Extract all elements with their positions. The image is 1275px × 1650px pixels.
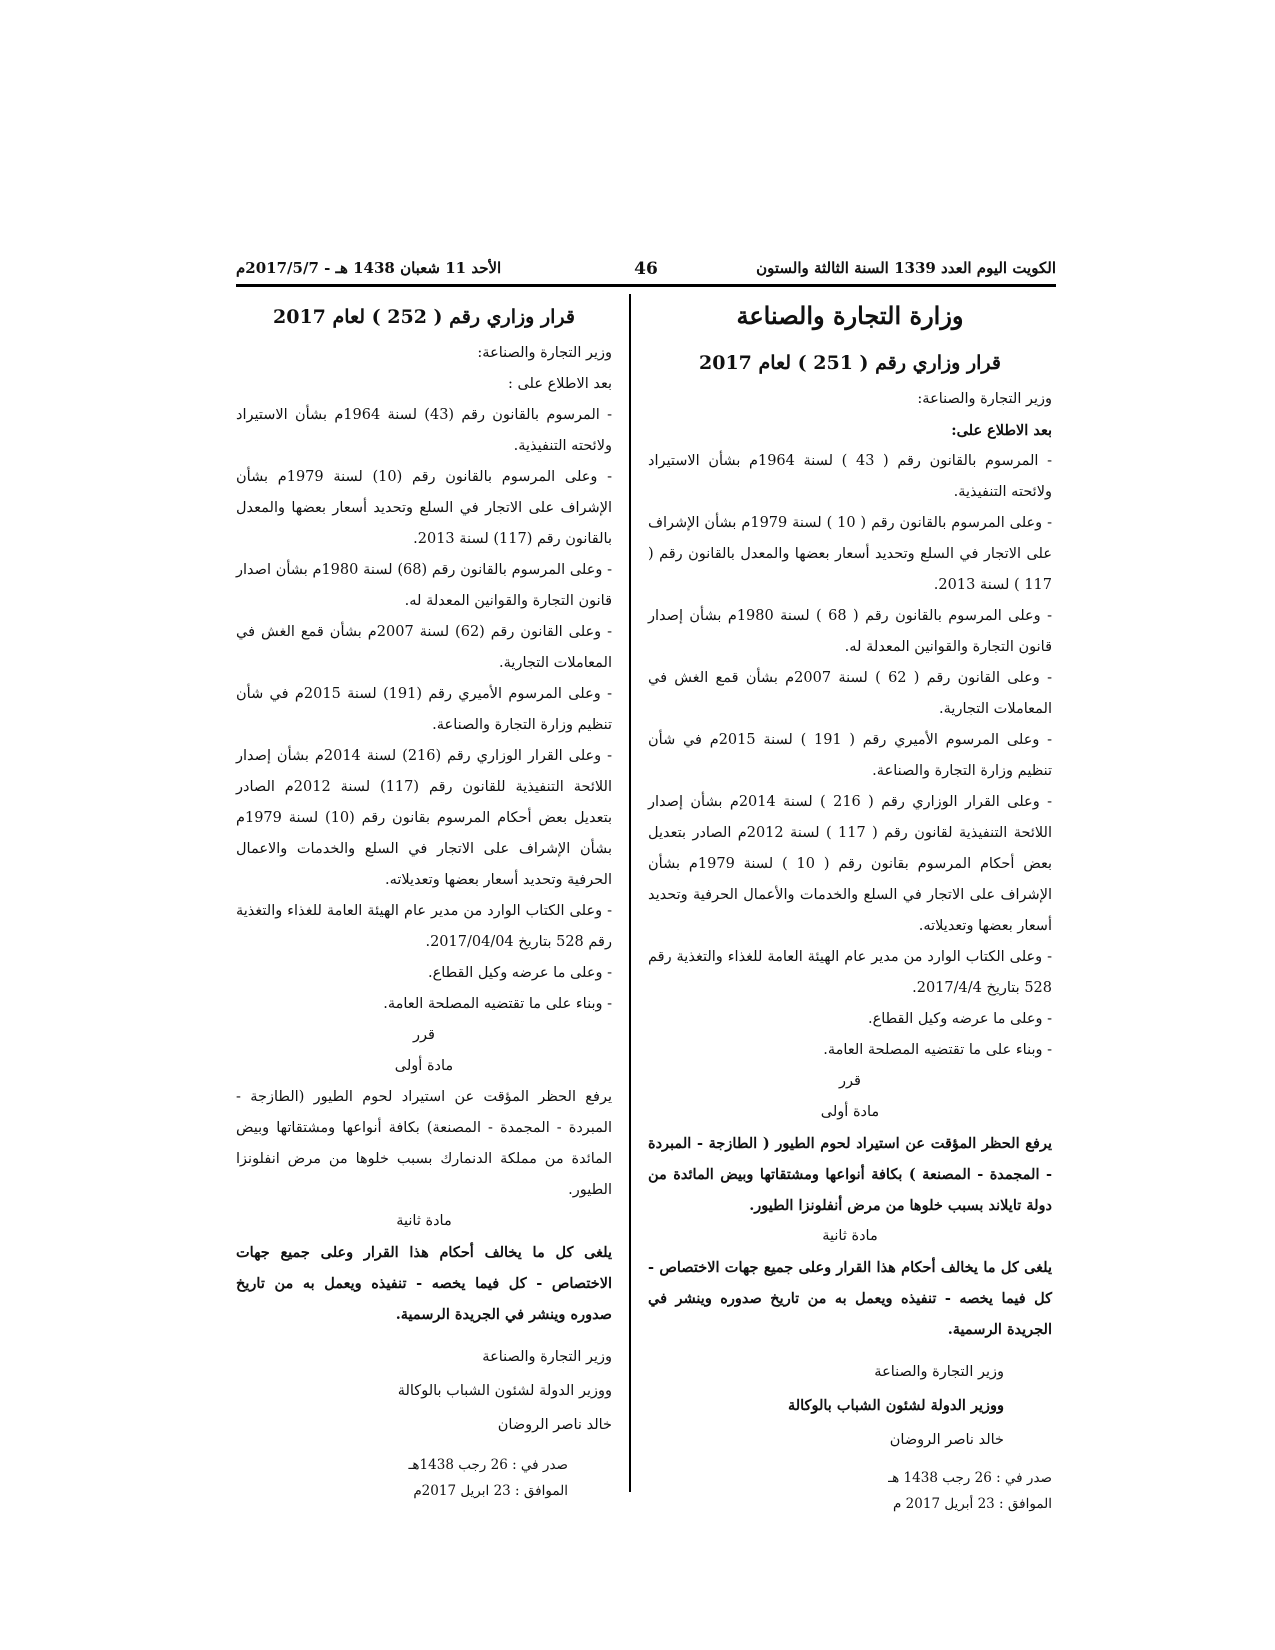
signature-block: [648, 1355, 1052, 1457]
clause: - وبناء على ما تقتضيه المصلحة العامة.: [383, 996, 612, 1012]
issued-hijri: صدر في : 26 رجب 1438 هـ: [888, 1470, 1052, 1486]
clause: - وعلى الكتاب الوارد من مدير عام الهيئة العامة للغذاء والتغذية رقم 528 بتاريخ 2017/4/4.: [648, 949, 1052, 996]
after-review: بعد الاطلاع على :: [507, 376, 612, 392]
clause: - وعلى المرسوم الأميري رقم (191) لسنة 2015م في شأن تنظيم وزارة التجارة والصناعة.: [236, 686, 612, 733]
header-rule: [236, 284, 1056, 287]
header-date: الأحد 11 شعبان 1438 هـ - 2017/5/7م: [236, 259, 502, 277]
ministry-title: وزارة التجارة والصناعة: [736, 301, 964, 330]
signer-acting-title: ووزير الدولة لشئون الشباب بالوكالة: [787, 1397, 1004, 1414]
signer-title: وزير التجارة والصناعة: [482, 1349, 612, 1365]
minister-line: وزير التجارة والصناعة:: [917, 391, 1052, 407]
clause: - وعلى القانون رقم ( 62 ) لسنة 2007م بشأن قمع الغش في المعاملات التجارية.: [648, 670, 1052, 717]
decree-251-title: قرار وزاري رقم ( 251 ) لعام 2017: [699, 352, 1001, 374]
signer-name: خالد ناصر الروضان: [497, 1417, 612, 1433]
signer-name: خالد ناصر الروضان: [889, 1432, 1004, 1448]
clause: - وعلى القرار الوزاري رقم (216) لسنة 2014م بشأن إصدار اللائحة التنفيذية للقانون رقم (117) لسنة 2012م الصادر بتعديل بعض أحكام المرسوم بقانون رقم (10) لسنة 1979م بشأن الإشراف على الاتجار في السلع والخدمات والاعمال الحرفية وتحديد أسعار بعضها وتعديلاته.: [236, 748, 612, 888]
clause: - وعلى ما عرضه وكيل القطاع.: [427, 965, 612, 981]
clause: - وعلى المرسوم بالقانون رقم ( 68 ) لسنة 1980م بشأن إصدار قانون التجارة والقوانين المعدلة له.: [648, 608, 1052, 655]
article-2-title: مادة ثانية: [822, 1228, 878, 1244]
clause: - وعلى القانون رقم (62) لسنة 2007م بشأن قمع الغش في المعاملات التجارية.: [236, 624, 612, 671]
after-review: بعد الاطلاع على:: [951, 422, 1052, 439]
signature-block: [236, 1340, 612, 1442]
clause: - وعلى المرسوم الأميري رقم ( 191 ) لسنة 2015م في شأن تنظيم وزارة التجارة والصناعة.: [648, 732, 1052, 779]
page-number: 46: [634, 259, 658, 279]
clause: - المرسوم بالقانون رقم ( 43 ) لسنة 1964م بشأن الاستيراد ولائحته التنفيذية.: [648, 453, 1052, 500]
issue-date-block: [236, 1452, 612, 1504]
article-1-text: يرفع الحظر المؤقت عن استيراد لحوم الطيور ( الطازجة - المبردة - المجمدة - المصنعة ) بكافة أنواعها ومشتقاتها وبيض المائدة من دولة تايلاند بسبب خلوها من مرض أنفلونزا الطيور.: [648, 1135, 1052, 1214]
decree-252-title: قرار وزاري رقم ( 252 ) لعام 2017: [273, 306, 575, 328]
article-1-title: مادة أولى: [394, 1058, 454, 1074]
decree-251-column: [648, 296, 1052, 1517]
minister-line: وزير التجارة والصناعة:: [477, 345, 612, 361]
article-2-title: مادة ثانية: [396, 1213, 452, 1229]
clause: - وعلى الكتاب الوارد من مدير عام الهيئة العامة للغذاء والتغذية رقم 528 بتاريخ 2017/04/04.: [236, 903, 612, 950]
clause: - وعلى المرسوم بالقانون رقم (10) لسنة 1979م بشأن الإشراف على الاتجار في السلع وتحديد أسعار بعضها والمعدل بالقانون رقم (117) لسنة 2013.: [236, 469, 612, 547]
issued-gregorian: الموافق : 23 ابريل 2017م: [413, 1483, 568, 1499]
column-divider: [629, 294, 631, 1492]
issued-hijri: صدر في : 26 رجب 1438هـ: [408, 1457, 568, 1473]
issued-gregorian: الموافق : 23 أبريل 2017 م: [893, 1496, 1052, 1512]
signer-acting-title: ووزير الدولة لشئون الشباب بالوكالة: [397, 1383, 612, 1399]
article-1-title: مادة أولى: [820, 1104, 880, 1120]
clause: - وعلى ما عرضه وكيل القطاع.: [867, 1011, 1052, 1027]
article-2-text: يلغى كل ما يخالف أحكام هذا القرار وعلى جميع جهات الاختصاص - كل فيما يخصه - تنفيذه ويعمل به من تاريخ صدوره وينشر في الجريدة الرسمية.: [648, 1259, 1052, 1338]
signer-title: وزير التجارة والصناعة: [874, 1364, 1004, 1380]
clause: - وعلى المرسوم بالقانون رقم ( 10 ) لسنة 1979م بشأن الإشراف على الاتجار في السلع وتحديد أسعار بعضها والمعدل بالقانون رقم ( 117 ) لسنة 2013.: [648, 515, 1052, 593]
decided-heading: قرر: [839, 1073, 861, 1089]
clause: - وعلى المرسوم بالقانون رقم (68) لسنة 1980م بشأن اصدار قانون التجارة والقوانين المعدلة له.: [236, 562, 612, 609]
header-issue-info: الكويت اليوم العدد 1339 السنة الثالثة والستون: [756, 259, 1056, 277]
issue-date-block: [648, 1465, 1052, 1517]
article-2-text: يلغى كل ما يخالف أحكام هذا القرار وعلى جميع جهات الاختصاص - كل فيما يخصه - تنفيذه ويعمل به من تاريخ صدوره وينشر في الجريدة الرسمية.: [236, 1244, 612, 1323]
decided-heading: قرر: [413, 1027, 435, 1043]
clause: - المرسوم بالقانون رقم (43) لسنة 1964م بشأن الاستيراد ولائحته التنفيذية.: [236, 407, 612, 454]
page-header: [236, 255, 1056, 283]
decree-252-column: [236, 300, 612, 1504]
clause: - وبناء على ما تقتضيه المصلحة العامة.: [823, 1042, 1052, 1058]
article-1-text: يرفع الحظر المؤقت عن استيراد لحوم الطيور (الطازجة - المبردة - المجمدة - المصنعة) بكافة أنواعها ومشتقاتها وبيض المائدة من مملكة الدنمارك بسبب خلوها من مرض انفلونزا الطيور.: [236, 1089, 612, 1198]
clause: - وعلى القرار الوزاري رقم ( 216 ) لسنة 2014م بشأن إصدار اللائحة التنفيذية لقانون رقم ( 117 ) لسنة 2012م الصادر بتعديل بعض أحكام المرسوم بقانون رقم ( 10 ) لسنة 1979م بشأن الإشراف على الاتجار في السلع والخدمات والأعمال الحرفية وتحديد أسعار بعضها وتعديلاته.: [648, 794, 1053, 934]
